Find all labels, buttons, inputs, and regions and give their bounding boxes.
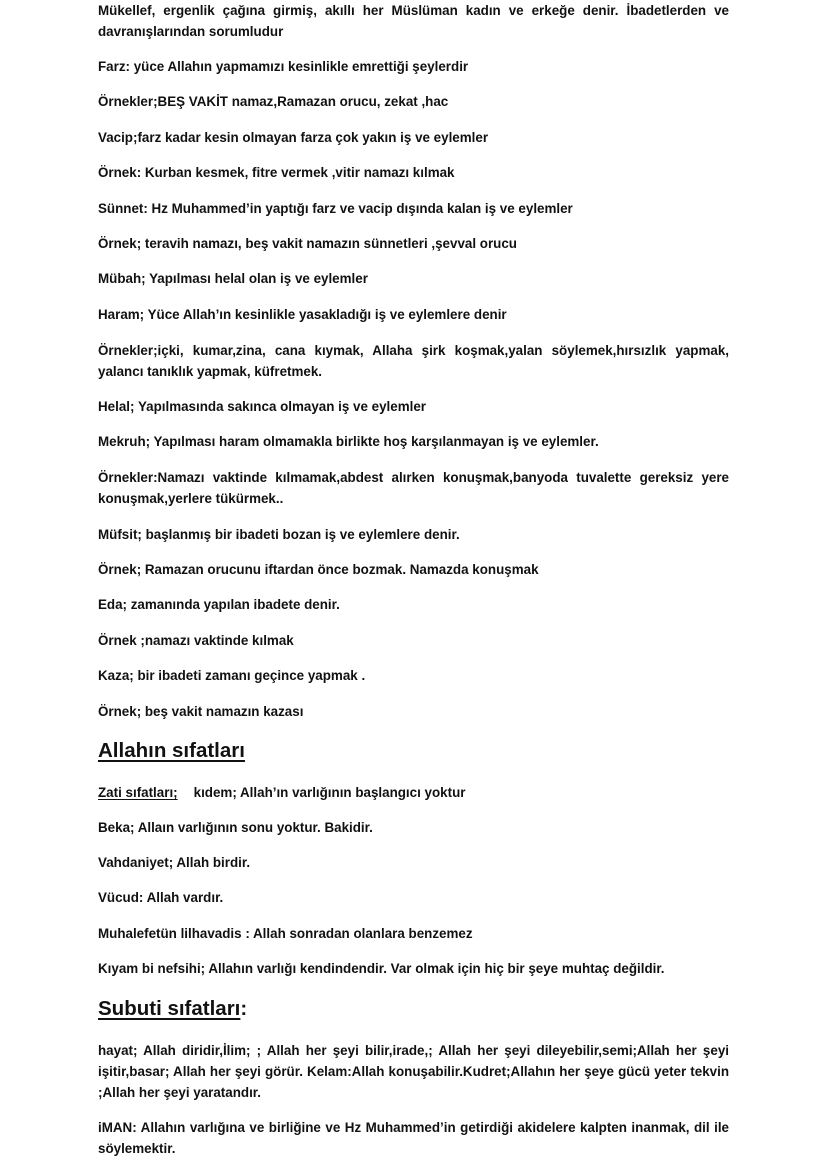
paragraph-helal: Helal; Yapılmasında sakınca olmayan iş ve eylemler [98,399,427,414]
zati-kidem: kıdem; Allah’ın varlığının başlangıcı yoktur [193,785,466,800]
paragraph-zati [98,782,729,803]
paragraph-beka: Beka; Allaın varlığının sonu yoktur. Bakidir. [98,820,373,835]
paragraph-kiyam: Kıyam bi nefsihi; Allahın varlığı kendindendir. Var olmak için hiç bir şeye muhtaç değildir. [98,961,665,976]
paragraph-farz: Farz: yüce Allahın yapmamızı kesinlikle emrettiği şeylerdir [98,59,469,74]
heading-allahin-sifatlari: Allahın sıfatları [98,739,245,762]
paragraph-subuti-sifatlar: hayat; Allah diridir,İlim; ; Allah her şeyi bilir,irade,; Allah her şeyi dileyebilir,semi;Allah her şeyi işitir,basar; Allah her şeyi görür. Kelam:Allah konuşabilir.Kudret;Allahın her şeye gücü yeter tekvin ;Allah her şeyi yaratandır. [98,1043,729,1100]
paragraph-eda-ornek: Örnek ;namazı vaktinde kılmak [98,633,294,648]
subuti-heading-text: Subuti sıfatları [98,997,241,1020]
paragraph-eda: Eda; zamanında yapılan ibadete denir. [98,597,340,612]
paragraph-vacip: Vacip;farz kadar kesin olmayan farza çok yakın iş ve eylemler [98,130,489,145]
subuti-heading-colon: : [240,997,248,1020]
paragraph-kaza-ornek: Örnek; beş vakit namazın kazası [98,704,304,719]
paragraph-vahdaniyet: Vahdaniyet; Allah birdir. [98,855,251,870]
paragraph-haram: Haram; Yüce Allah’ın kesinlikle yasakladığı iş ve eylemlere denir [98,307,507,322]
zati-label: Zati sıfatları; [98,785,178,800]
paragraph-mukellef: Mükellef, ergenlik çağına girmiş, akıllı her Müslüman kadın ve erkeğe denir. İbadetlerden ve davranışlarından sorumludur [98,3,729,39]
paragraph-sunnet: Sünnet: Hz Muhammed’in yaptığı farz ve vacip dışında kalan iş ve eylemler [98,201,573,216]
paragraph-mekruh: Mekruh; Yapılması haram olmamakla birlikte hoş karşılanmayan iş ve eylemler. [98,434,599,449]
paragraph-vacip-ornek: Örnek: Kurban kesmek, fitre vermek ,vitir namazı kılmak [98,165,455,180]
paragraph-mubah: Mübah; Yapılması helal olan iş ve eylemler [98,271,368,286]
paragraph-mekruh-ornek: Örnekler:Namazı vaktinde kılmamak,abdest alırken konuşmak,banyoda tuvalette gereksiz yere konuşmak,yerlere tükürmek.. [98,470,729,506]
paragraph-iman: iMAN: Allahın varlığına ve birliğine ve Hz Muhammed’in getirdiği akidelere kalpten inanmak, dil ile söylemektir. [98,1120,729,1156]
paragraph-sunnet-ornek: Örnek; teravih namazı, beş vakit namazın sünnetleri ,şevval orucu [98,236,517,251]
paragraph-mufsit-ornek: Örnek; Ramazan orucunu iftardan önce bozmak. Namazda konuşmak [98,562,539,577]
paragraph-kaza: Kaza; bir ibadeti zamanı geçince yapmak . [98,668,366,683]
paragraph-muhalefet: Muhalefetün lilhavadis : Allah sonradan olanlara benzemez [98,926,473,941]
heading-subuti-sifatlari [98,996,247,1022]
paragraph-vucud: Vücud: Allah vardır. [98,890,224,905]
paragraph-haram-ornek: Örnekler;içki, kumar,zina, cana kıymak, Allaha şirk koşmak,yalan söylemek,hırsızlık yapmak, yalancı tanıklık yapmak, küfretmek. [98,343,729,379]
paragraph-farz-ornek: Örnekler;BEŞ VAKİT namaz,Ramazan orucu, zekat ,hac [98,94,449,109]
paragraph-mufsit: Müfsit; başlanmış bir ibadeti bozan iş ve eylemlere denir. [98,527,460,542]
